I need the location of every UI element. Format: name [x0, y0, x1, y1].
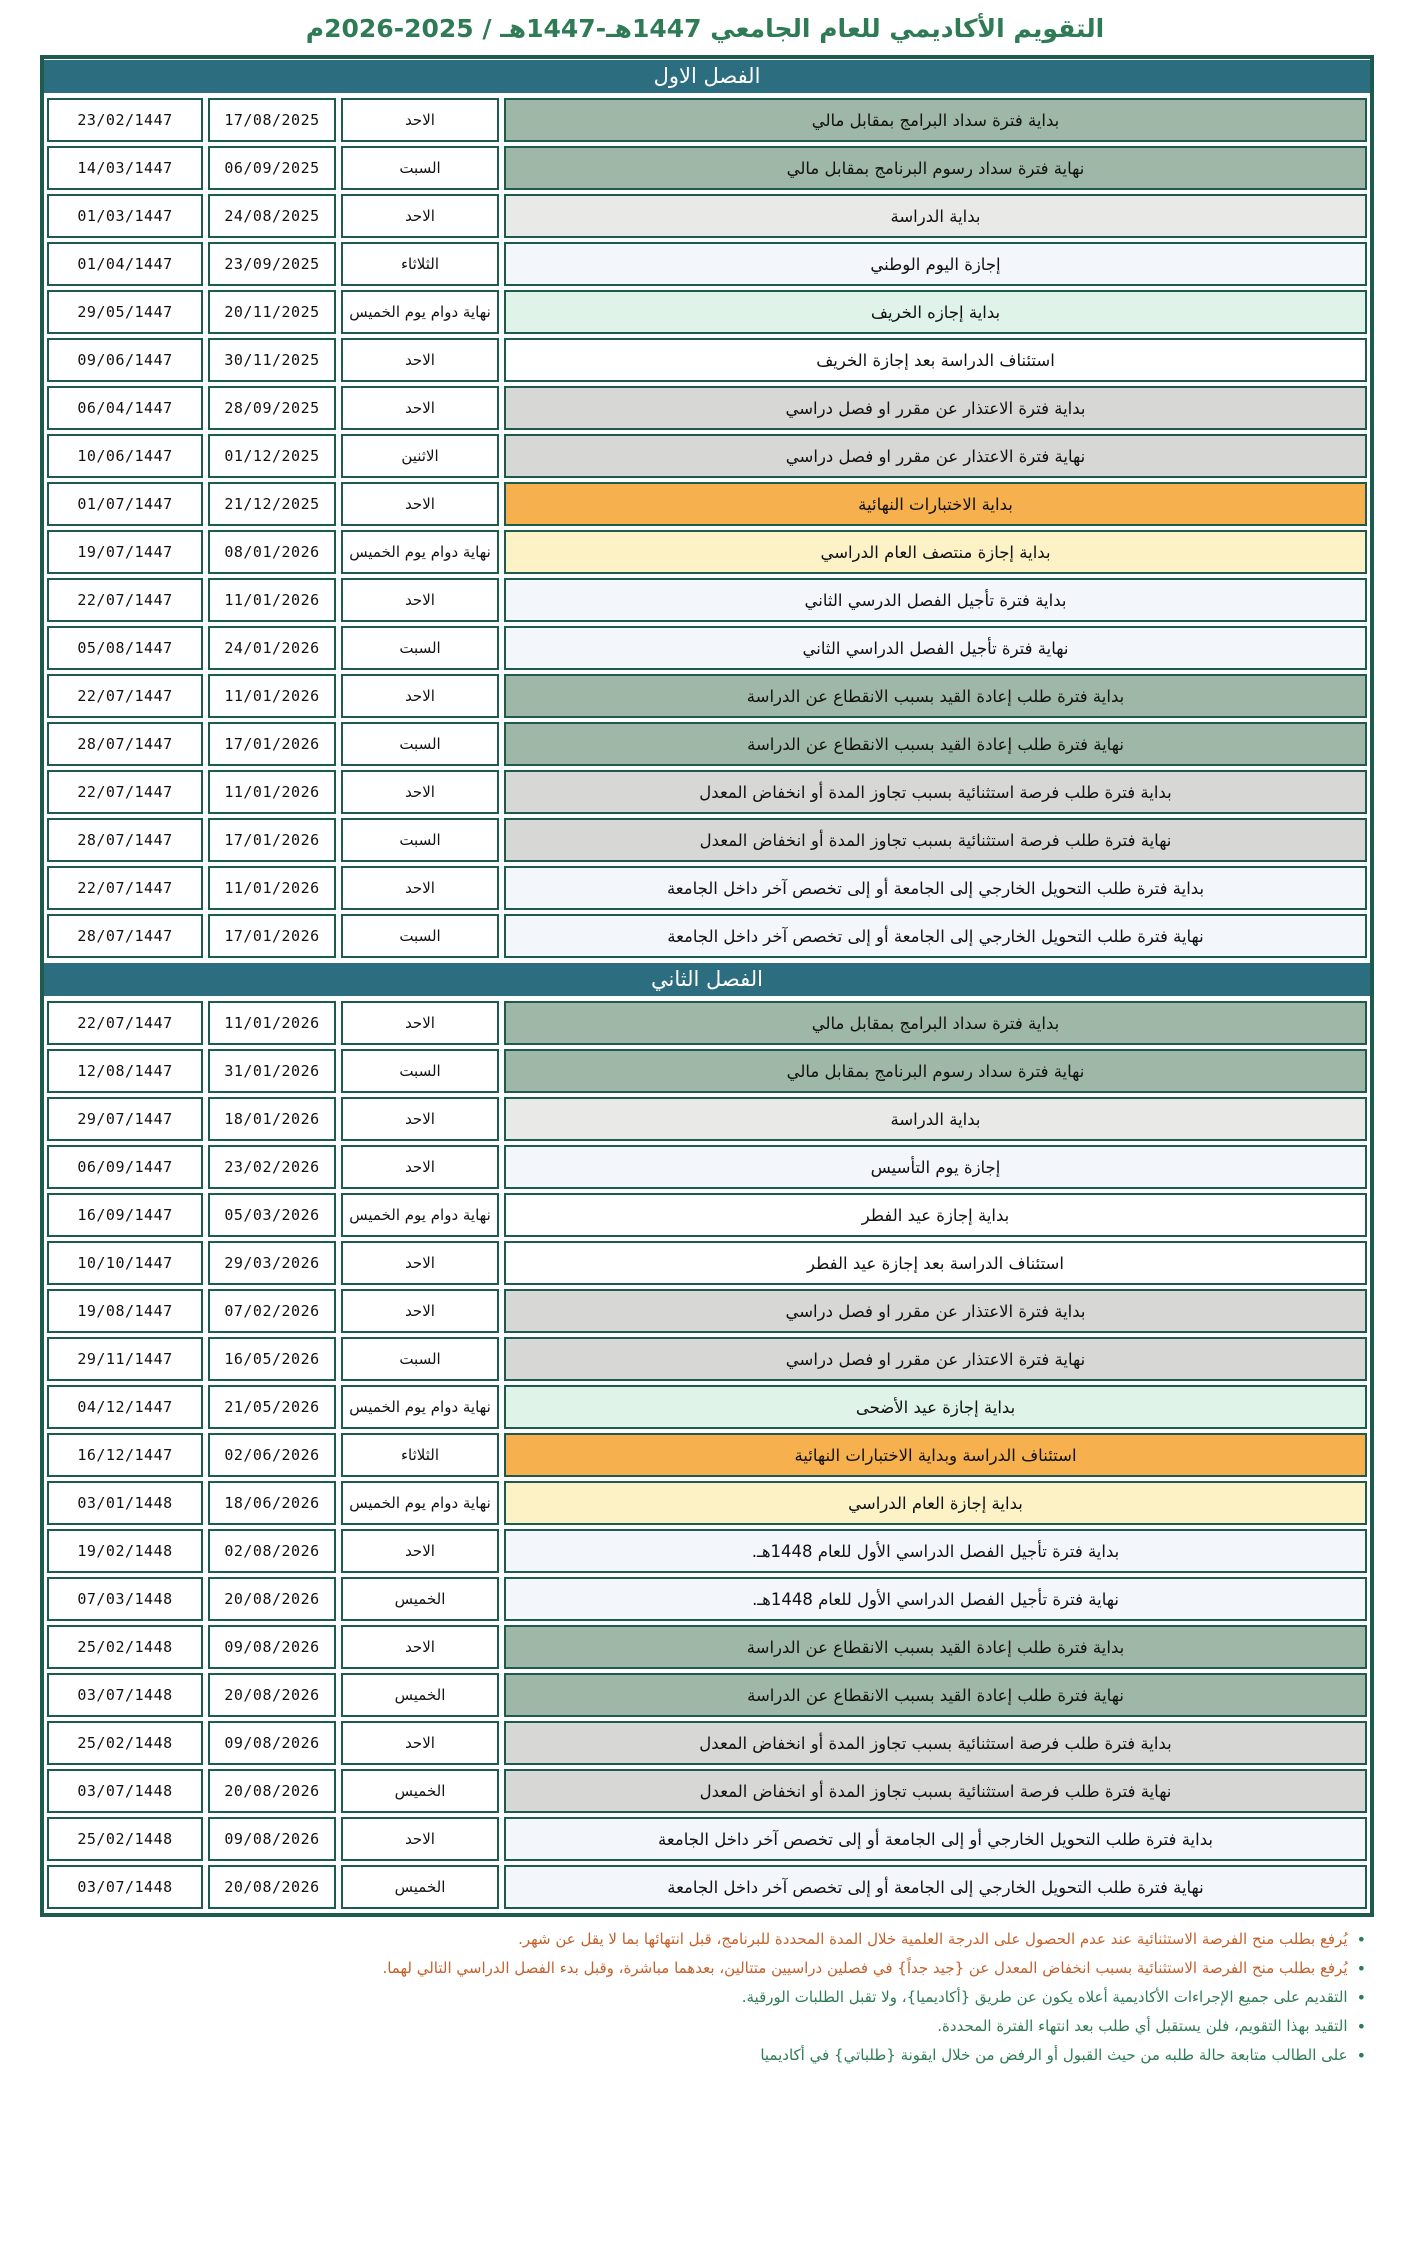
gregorian-date-cell: 24/01/2026: [208, 626, 336, 670]
event-cell: نهاية فترة طلب فرصة استثنائية بسبب تجاوز المدة أو انخفاض المعدل: [504, 1769, 1367, 1813]
table-row: [44, 1385, 1370, 1429]
day-cell: السبت: [341, 818, 499, 862]
day-cell: السبت: [341, 722, 499, 766]
event-cell: نهاية فترة طلب التحويل الخارجي إلى الجامعة أو إلى تخصص آخر داخل الجامعة: [504, 914, 1367, 958]
gregorian-date-cell: 17/01/2026: [208, 818, 336, 862]
day-cell: الاحد: [341, 386, 499, 430]
table-row: [44, 770, 1370, 814]
gregorian-date-cell: 09/08/2026: [208, 1625, 336, 1669]
event-cell: نهاية فترة الاعتذار عن مقرر او فصل دراسي: [504, 434, 1367, 478]
gregorian-date-cell: 08/01/2026: [208, 530, 336, 574]
section-header-1: الفصل الاول: [44, 59, 1370, 94]
event-cell: بداية فترة طلب التحويل الخارجي أو إلى الجامعة أو إلى تخصص آخر داخل الجامعة: [504, 1817, 1367, 1861]
day-cell: الاحد: [341, 338, 499, 382]
table-row: [44, 1769, 1370, 1813]
hijri-date-cell: 10/10/1447: [47, 1241, 203, 1285]
hijri-date-cell: 03/07/1448: [47, 1673, 203, 1717]
event-cell: استئناف الدراسة بعد إجازة عيد الفطر: [504, 1241, 1367, 1285]
gregorian-date-cell: 09/08/2026: [208, 1817, 336, 1861]
gregorian-date-cell: 20/11/2025: [208, 290, 336, 334]
day-cell: الاحد: [341, 1145, 499, 1189]
day-cell: الاحد: [341, 98, 499, 142]
hijri-date-cell: 14/03/1447: [47, 146, 203, 190]
table-row: [44, 1625, 1370, 1669]
gregorian-date-cell: 20/08/2026: [208, 1769, 336, 1813]
gregorian-date-cell: 17/08/2025: [208, 98, 336, 142]
footnote-text: يُرفع بطلب منح الفرصة الاستثنائية بسبب انخفاض المعدل عن {جيد جداً} في فصلين دراسيين متتالين، بعدهما مباشرة، وقبل بدء الفصل الدراسي التالي لهما.: [382, 1959, 1348, 1977]
gregorian-date-cell: 11/01/2026: [208, 770, 336, 814]
table-row: [44, 338, 1370, 382]
table-row: [44, 1433, 1370, 1477]
footnotes-list: [40, 1925, 1366, 2070]
hijri-date-cell: 16/09/1447: [47, 1193, 203, 1237]
table-row: [44, 1289, 1370, 1333]
event-cell: نهاية فترة الاعتذار عن مقرر او فصل دراسي: [504, 1337, 1367, 1381]
hijri-date-cell: 29/07/1447: [47, 1097, 203, 1141]
hijri-date-cell: 05/08/1447: [47, 626, 203, 670]
footnote-text: التقديم على جميع الإجراءات الأكاديمية أعلاه يكون عن طريق {أكاديميا}، ولا تقبل الطلبات الورقية.: [741, 1988, 1348, 2006]
event-cell: بداية إجازة العام الدراسي: [504, 1481, 1367, 1525]
gregorian-date-cell: 20/08/2026: [208, 1865, 336, 1909]
event-cell: بداية فترة طلب إعادة القيد بسبب الانقطاع عن الدراسة: [504, 1625, 1367, 1669]
hijri-date-cell: 22/07/1447: [47, 578, 203, 622]
table-row: [44, 722, 1370, 766]
gregorian-date-cell: 18/01/2026: [208, 1097, 336, 1141]
hijri-date-cell: 06/04/1447: [47, 386, 203, 430]
table-row: [44, 1721, 1370, 1765]
hijri-date-cell: 25/02/1448: [47, 1625, 203, 1669]
hijri-date-cell: 25/02/1448: [47, 1817, 203, 1861]
day-cell: الاحد: [341, 866, 499, 910]
hijri-date-cell: 29/05/1447: [47, 290, 203, 334]
hijri-date-cell: 23/02/1447: [47, 98, 203, 142]
footnote: [40, 1983, 1366, 2012]
event-cell: بداية فترة طلب فرصة استثنائية بسبب تجاوز المدة أو انخفاض المعدل: [504, 770, 1367, 814]
event-cell: بداية فترة طلب فرصة استثنائية بسبب تجاوز المدة أو انخفاض المعدل: [504, 1721, 1367, 1765]
bullet-icon: •: [1356, 1988, 1366, 2007]
gregorian-date-cell: 02/06/2026: [208, 1433, 336, 1477]
day-cell: الاحد: [341, 1625, 499, 1669]
day-cell: السبت: [341, 1337, 499, 1381]
day-cell: السبت: [341, 146, 499, 190]
day-cell: نهاية دوام يوم الخميس: [341, 290, 499, 334]
table-row: [44, 1865, 1370, 1909]
bullet-icon: •: [1356, 2046, 1366, 2065]
event-cell: إجازة يوم التأسيس: [504, 1145, 1367, 1189]
day-cell: نهاية دوام يوم الخميس: [341, 530, 499, 574]
hijri-date-cell: 19/07/1447: [47, 530, 203, 574]
event-cell: نهاية فترة طلب إعادة القيد بسبب الانقطاع عن الدراسة: [504, 1673, 1367, 1717]
hijri-date-cell: 25/02/1448: [47, 1721, 203, 1765]
bullet-icon: •: [1356, 1959, 1366, 1978]
day-cell: السبت: [341, 626, 499, 670]
table-row: [44, 1241, 1370, 1285]
footnote: [40, 2041, 1366, 2070]
day-cell: الاحد: [341, 194, 499, 238]
day-cell: الاحد: [341, 1529, 499, 1573]
day-cell: الاحد: [341, 1721, 499, 1765]
event-cell: نهاية فترة طلب إعادة القيد بسبب الانقطاع عن الدراسة: [504, 722, 1367, 766]
event-cell: نهاية فترة تأجيل الفصل الدراسي الأول للعام 1448هـ.: [504, 1577, 1367, 1621]
table-row: [44, 1337, 1370, 1381]
day-cell: الخميس: [341, 1769, 499, 1813]
gregorian-date-cell: 11/01/2026: [208, 578, 336, 622]
table-row: [44, 242, 1370, 286]
event-cell: إجازة اليوم الوطني: [504, 242, 1367, 286]
table-row: [44, 194, 1370, 238]
gregorian-date-cell: 11/01/2026: [208, 1001, 336, 1045]
event-cell: بداية الدراسة: [504, 1097, 1367, 1141]
table-row: [44, 146, 1370, 190]
hijri-date-cell: 28/07/1447: [47, 722, 203, 766]
event-cell: استئناف الدراسة وبداية الاختبارات النهائية: [504, 1433, 1367, 1477]
hijri-date-cell: 03/07/1448: [47, 1769, 203, 1813]
day-cell: الاحد: [341, 482, 499, 526]
day-cell: نهاية دوام يوم الخميس: [341, 1385, 499, 1429]
hijri-date-cell: 01/03/1447: [47, 194, 203, 238]
gregorian-date-cell: 07/02/2026: [208, 1289, 336, 1333]
event-cell: بداية فترة تأجيل الفصل الدراسي الأول للعام 1448هـ.: [504, 1529, 1367, 1573]
day-cell: الاحد: [341, 1097, 499, 1141]
table-row: [44, 434, 1370, 478]
academic-calendar-table: [40, 55, 1374, 1917]
hijri-date-cell: 19/02/1448: [47, 1529, 203, 1573]
event-cell: بداية فترة الاعتذار عن مقرر او فصل دراسي: [504, 1289, 1367, 1333]
day-cell: الاحد: [341, 1289, 499, 1333]
gregorian-date-cell: 20/08/2026: [208, 1673, 336, 1717]
gregorian-date-cell: 21/05/2026: [208, 1385, 336, 1429]
event-cell: نهاية فترة طلب التحويل الخارجي إلى الجامعة أو إلى تخصص آخر داخل الجامعة: [504, 1865, 1367, 1909]
day-cell: السبت: [341, 1049, 499, 1093]
hijri-date-cell: 03/07/1448: [47, 1865, 203, 1909]
hijri-date-cell: 28/07/1447: [47, 818, 203, 862]
day-cell: الثلاثاء: [341, 1433, 499, 1477]
table-row: [44, 1529, 1370, 1573]
table-row: [44, 1673, 1370, 1717]
day-cell: الخميس: [341, 1673, 499, 1717]
gregorian-date-cell: 11/01/2026: [208, 674, 336, 718]
day-cell: السبت: [341, 914, 499, 958]
event-cell: بداية فترة سداد البرامج بمقابل مالي: [504, 1001, 1367, 1045]
hijri-date-cell: 29/11/1447: [47, 1337, 203, 1381]
gregorian-date-cell: 17/01/2026: [208, 722, 336, 766]
table-row: [44, 1481, 1370, 1525]
table-row: [44, 1097, 1370, 1141]
day-cell: الاحد: [341, 674, 499, 718]
gregorian-date-cell: 09/08/2026: [208, 1721, 336, 1765]
day-cell: الاحد: [341, 1241, 499, 1285]
day-cell: الخميس: [341, 1865, 499, 1909]
footnote: [40, 1925, 1366, 1954]
event-cell: استئناف الدراسة بعد إجازة الخريف: [504, 338, 1367, 382]
gregorian-date-cell: 30/11/2025: [208, 338, 336, 382]
day-cell: الخميس: [341, 1577, 499, 1621]
hijri-date-cell: 10/06/1447: [47, 434, 203, 478]
table-row: [44, 578, 1370, 622]
hijri-date-cell: 01/07/1447: [47, 482, 203, 526]
event-cell: بداية فترة الاعتذار عن مقرر او فصل دراسي: [504, 386, 1367, 430]
gregorian-date-cell: 05/03/2026: [208, 1193, 336, 1237]
event-cell: بداية فترة طلب التحويل الخارجي إلى الجامعة أو إلى تخصص آخر داخل الجامعة: [504, 866, 1367, 910]
event-cell: نهاية فترة تأجيل الفصل الدراسي الثاني: [504, 626, 1367, 670]
hijri-date-cell: 22/07/1447: [47, 674, 203, 718]
table-row: [44, 386, 1370, 430]
day-cell: الاثنين: [341, 434, 499, 478]
event-cell: نهاية فترة طلب فرصة استثنائية بسبب تجاوز المدة أو انخفاض المعدل: [504, 818, 1367, 862]
gregorian-date-cell: 23/09/2025: [208, 242, 336, 286]
gregorian-date-cell: 20/08/2026: [208, 1577, 336, 1621]
event-cell: بداية فترة سداد البرامج بمقابل مالي: [504, 98, 1367, 142]
event-cell: بداية إجازة عيد الأضحى: [504, 1385, 1367, 1429]
table-row: [44, 530, 1370, 574]
table-row: [44, 1001, 1370, 1045]
table-row: [44, 1817, 1370, 1861]
hijri-date-cell: 16/12/1447: [47, 1433, 203, 1477]
gregorian-date-cell: 02/08/2026: [208, 1529, 336, 1573]
day-cell: الاحد: [341, 1817, 499, 1861]
table-row: [44, 482, 1370, 526]
hijri-date-cell: 28/07/1447: [47, 914, 203, 958]
hijri-date-cell: 06/09/1447: [47, 1145, 203, 1189]
table-row: [44, 98, 1370, 142]
gregorian-date-cell: 06/09/2025: [208, 146, 336, 190]
hijri-date-cell: 22/07/1447: [47, 866, 203, 910]
hijri-date-cell: 09/06/1447: [47, 338, 203, 382]
hijri-date-cell: 19/08/1447: [47, 1289, 203, 1333]
table-row: [44, 1145, 1370, 1189]
table-row: [44, 1193, 1370, 1237]
day-cell: الاحد: [341, 1001, 499, 1045]
hijri-date-cell: 12/08/1447: [47, 1049, 203, 1093]
section-header-2: الفصل الثاني: [44, 962, 1370, 997]
event-cell: بداية إجازة عيد الفطر: [504, 1193, 1367, 1237]
gregorian-date-cell: 29/03/2026: [208, 1241, 336, 1285]
footnote-text: يُرفع بطلب منح الفرصة الاستثنائية عند عدم الحصول على الدرجة العلمية خلال المدة المحددة للبرنامج، قبل انتهائها بما لا يقل عن شهر.: [518, 1930, 1348, 1948]
gregorian-date-cell: 21/12/2025: [208, 482, 336, 526]
table-row: [44, 1049, 1370, 1093]
event-cell: بداية إجازه الخريف: [504, 290, 1367, 334]
bullet-icon: •: [1356, 1930, 1366, 1949]
bullet-icon: •: [1356, 2017, 1366, 2036]
day-cell: نهاية دوام يوم الخميس: [341, 1193, 499, 1237]
event-cell: بداية فترة طلب إعادة القيد بسبب الانقطاع عن الدراسة: [504, 674, 1367, 718]
gregorian-date-cell: 01/12/2025: [208, 434, 336, 478]
table-row: [44, 626, 1370, 670]
gregorian-date-cell: 16/05/2026: [208, 1337, 336, 1381]
event-cell: نهاية فترة سداد رسوم البرنامج بمقابل مالي: [504, 146, 1367, 190]
event-cell: بداية الاختبارات النهائية: [504, 482, 1367, 526]
event-cell: بداية الدراسة: [504, 194, 1367, 238]
gregorian-date-cell: 18/06/2026: [208, 1481, 336, 1525]
table-row: [44, 818, 1370, 862]
footnote: [40, 1954, 1366, 1983]
hijri-date-cell: 07/03/1448: [47, 1577, 203, 1621]
event-cell: نهاية فترة سداد رسوم البرنامج بمقابل مالي: [504, 1049, 1367, 1093]
gregorian-date-cell: 23/02/2026: [208, 1145, 336, 1189]
table-row: [44, 1577, 1370, 1621]
gregorian-date-cell: 17/01/2026: [208, 914, 336, 958]
hijri-date-cell: 22/07/1447: [47, 1001, 203, 1045]
table-row: [44, 674, 1370, 718]
event-cell: بداية فترة تأجيل الفصل الدرسي الثاني: [504, 578, 1367, 622]
footnote: [40, 2012, 1366, 2041]
table-row: [44, 914, 1370, 958]
hijri-date-cell: 04/12/1447: [47, 1385, 203, 1429]
page-title: التقويم الأكاديمي للعام الجامعي 1447هـ-1447هـ / 2025-2026م: [305, 14, 1105, 43]
gregorian-date-cell: 24/08/2025: [208, 194, 336, 238]
hijri-date-cell: 22/07/1447: [47, 770, 203, 814]
gregorian-date-cell: 28/09/2025: [208, 386, 336, 430]
day-cell: الثلاثاء: [341, 242, 499, 286]
hijri-date-cell: 01/04/1447: [47, 242, 203, 286]
event-cell: بداية إجازة منتصف العام الدراسي: [504, 530, 1367, 574]
hijri-date-cell: 03/01/1448: [47, 1481, 203, 1525]
gregorian-date-cell: 31/01/2026: [208, 1049, 336, 1093]
day-cell: الاحد: [341, 578, 499, 622]
footnote-text: التقيد بهذا التقويم، فلن يستقبل أي طلب بعد انتهاء الفترة المحددة.: [937, 2017, 1348, 2035]
table-row: [44, 866, 1370, 910]
footnote-text: على الطالب متابعة حالة طلبه من حيث القبول أو الرفض من خلال ايقونة {طلباتي} في أكاديميا: [760, 2046, 1348, 2064]
table-row: [44, 290, 1370, 334]
day-cell: نهاية دوام يوم الخميس: [341, 1481, 499, 1525]
day-cell: الاحد: [341, 770, 499, 814]
gregorian-date-cell: 11/01/2026: [208, 866, 336, 910]
